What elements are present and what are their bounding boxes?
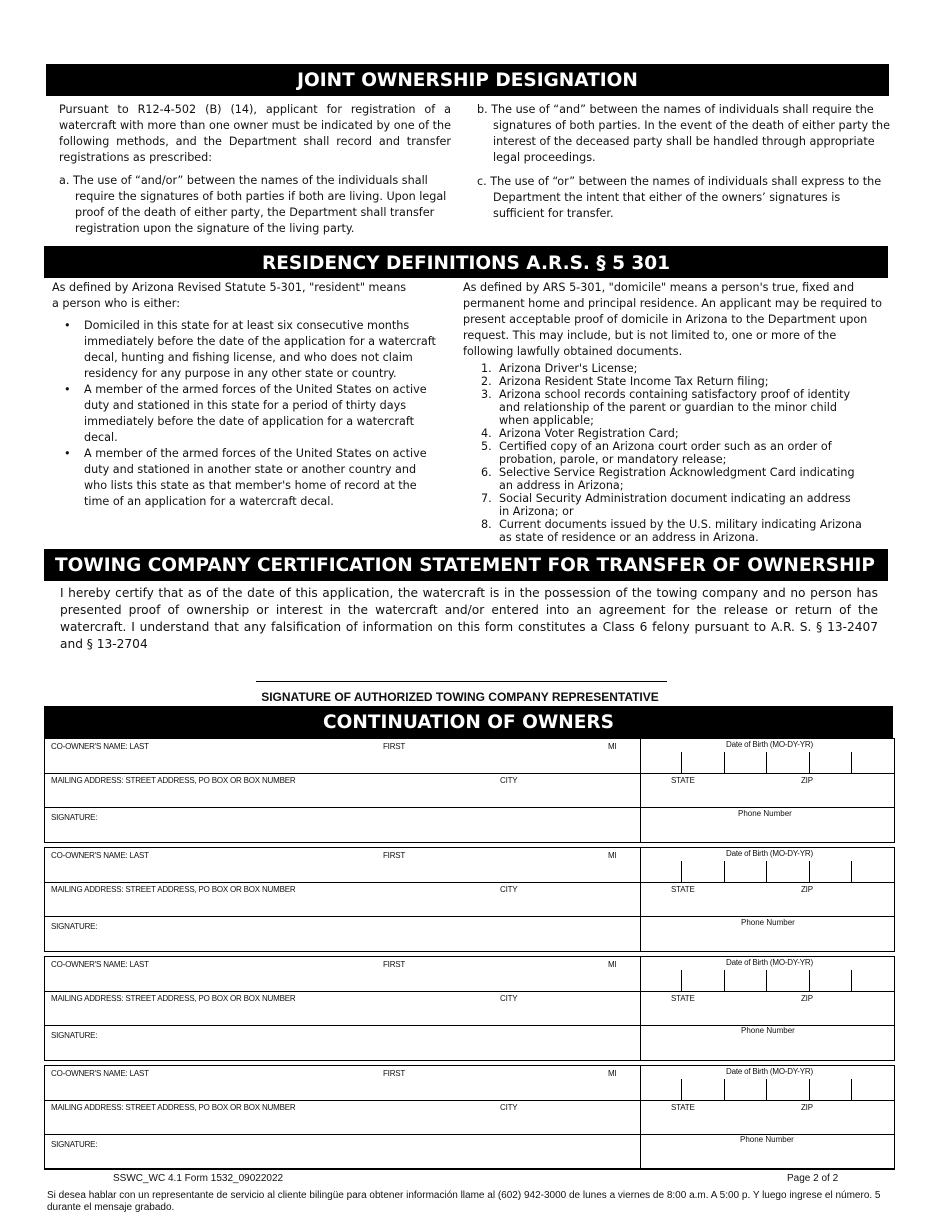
co-owner-block	[44, 1065, 895, 1170]
towing-statement: I hereby certify that as of the date of this application, the watercraft is in the possession of the towing company and no person has presented proof of ownership or interest in the watercraft and/or entered into an agreement for the release or return of the watercraft. I understand that any falsification of information on this form constitutes a Class 6 felony pursuant to A.R. S. § 13-2407 and § 13-2704	[60, 586, 878, 651]
co-owner-city-label: CITY	[500, 1103, 518, 1112]
page-number: Page 2 of 2	[787, 1173, 839, 1184]
co-owner-state-label: STATE	[671, 885, 695, 894]
co-owner-signature-label: SIGNATURE:	[51, 922, 98, 931]
co-owner-mi-label: MI	[608, 960, 617, 969]
co-owner-last-name-label: CO-OWNER'S NAME: LAST	[51, 960, 149, 969]
co-owner-first-name-label: FIRST	[383, 742, 406, 751]
co-owner-mailing-label: MAILING ADDRESS: STREET ADDRESS, PO BOX OR BOX NUMBER	[51, 1103, 296, 1112]
joint-item-a: a. The use of “and/or” between the names of the individuals shall require the signatures of both parties if both are living. Upon legal proof of the death of either party, the Department shall transfer registration upon the signature of the living party.	[59, 174, 447, 235]
co-owner-phone-label: Phone Number	[741, 1026, 795, 1035]
spanish-assistance-note: Si desea hablar con un representante de servicio al cliente bilingüe para obtener información llame al (602) 942-3000 de lunes a viernes de 8:00 a.m. A 5:00 p. Y luego ingrese el número. 5 durante el mensaje grabado.	[47, 1190, 881, 1213]
domicile-documents-list	[463, 362, 863, 544]
towing-signature-label: SIGNATURE OF AUTHORIZED TOWING COMPANY REPRESENTATIVE	[261, 690, 659, 704]
co-owner-first-name-label: FIRST	[383, 851, 406, 860]
domicile-document: 1. Arizona Driver's License;	[481, 362, 638, 375]
residency-left-intro: As defined by Arizona Revised Statute 5-301, "resident" means a person who is either:	[52, 281, 407, 310]
co-owner-mi-label: MI	[608, 851, 617, 860]
co-owner-dob-label: Date of Birth (MO-DY-YR)	[726, 958, 813, 967]
co-owner-last-name-label: CO-OWNER'S NAME: LAST	[51, 851, 149, 860]
co-owner-mailing-label: MAILING ADDRESS: STREET ADDRESS, PO BOX OR BOX NUMBER	[51, 885, 296, 894]
domicile-document: 6. Selective Service Registration Acknowledgment Card indicating an address in Arizona;	[481, 466, 855, 492]
co-owner-block	[44, 738, 895, 843]
joint-intro: Pursuant to R12-4-502 (B) (14), applicant for registration of a watercraft with more than one owner must be indicated by one of the following methods, and the Department shall record and transfer registrations as prescribed:	[59, 103, 451, 164]
co-owner-mi-label: MI	[608, 742, 617, 751]
domicile-document: 8. Current documents issued by the U.S. military indicating Arizona as state of residence or an address in Arizona.	[481, 518, 862, 544]
co-owner-zip-label: ZIP	[801, 776, 813, 785]
co-owner-city-label: CITY	[500, 994, 518, 1003]
domicile-document: 2. Arizona Resident State Income Tax Return filing;	[481, 375, 769, 388]
residency-criterion: • Domiciled in this state for at least six consecutive months immediately before the date of the application for a watercraft decal, hunting and fishing license, and who does not claim residency for any purpose in any other state or country.	[54, 318, 439, 382]
residency-right-intro: As defined by ARS 5-301, "domicile" means a person's true, fixed and permanent home and principal residence. An applicant may be required to present acceptable proof of domicile in Arizona to the Department upon request. This may include, but is not limited to, one or more of the following lawfully obtained documents.	[463, 281, 882, 358]
co-owner-phone-label: Phone Number	[741, 918, 795, 927]
domicile-document: 4. Arizona Voter Registration Card;	[481, 427, 679, 440]
domicile-document: 7. Social Security Administration document indicating an address in Arizona; or	[481, 492, 851, 518]
domicile-document: 3. Arizona school records containing satisfactory proof of identity and relationship of the parent or guardian to the minor child when applicable;	[481, 388, 851, 427]
joint-item-b: b. The use of “and” between the names of individuals shall require the signatures of both parties. In the event of the death of either party the interest of the deceased party shall be handled through appropriate legal proceedings.	[477, 103, 891, 164]
co-owner-city-label: CITY	[500, 885, 518, 894]
residency-header: RESIDENCY DEFINITIONS A.R.S. § 5 301	[44, 246, 888, 278]
co-owner-mi-label: MI	[608, 1069, 617, 1078]
co-owner-mailing-label: MAILING ADDRESS: STREET ADDRESS, PO BOX OR BOX NUMBER	[51, 776, 296, 785]
co-owner-state-label: STATE	[671, 776, 695, 785]
joint-item-c: c. The use of “or” between the names of individuals shall express to the Department the intent that either of the owners’ signatures is sufficient for transfer.	[477, 175, 882, 220]
residency-criterion: • A member of the armed forces of the United States on active duty and stationed in this state for a period of thirty days immediately before the date of application for a watercraft decal.	[54, 382, 439, 446]
co-owner-state-label: STATE	[671, 994, 695, 1003]
co-owner-last-name-label: CO-OWNER'S NAME: LAST	[51, 742, 149, 751]
co-owner-zip-label: ZIP	[801, 1103, 813, 1112]
domicile-document: 5. Certified copy of an Arizona court order such as an order of probation, parole, or mandatory release;	[481, 440, 832, 466]
residency-criterion: • A member of the armed forces of the United States on active duty and stationed in another state or another country and who lists this state as that member's home of record at the time of an application for a watercraft decal.	[54, 446, 439, 510]
co-owner-state-label: STATE	[671, 1103, 695, 1112]
joint-ownership-header: JOINT OWNERSHIP DESIGNATION	[46, 64, 889, 96]
continuation-header: CONTINUATION OF OWNERS	[44, 706, 893, 738]
co-owner-zip-label: ZIP	[801, 885, 813, 894]
towing-signature-line[interactable]	[256, 681, 667, 682]
co-owner-signature-label: SIGNATURE:	[51, 813, 98, 822]
co-owner-signature-label: SIGNATURE:	[51, 1140, 98, 1149]
co-owner-dob-label: Date of Birth (MO-DY-YR)	[726, 849, 813, 858]
co-owner-city-label: CITY	[500, 776, 518, 785]
co-owner-phone-label: Phone Number	[738, 809, 792, 818]
co-owner-last-name-label: CO-OWNER'S NAME: LAST	[51, 1069, 149, 1078]
table-bottom-border	[44, 1168, 894, 1169]
co-owner-phone-label: Phone Number	[740, 1135, 794, 1144]
co-owner-first-name-label: FIRST	[383, 1069, 406, 1078]
co-owner-first-name-label: FIRST	[383, 960, 406, 969]
form-id: SSWC_WC 4.1 Form 1532_09022022	[113, 1173, 284, 1184]
residency-criteria-list	[54, 318, 439, 510]
towing-header: TOWING COMPANY CERTIFICATION STATEMENT FOR TRANSFER OF OWNERSHIP	[44, 549, 888, 581]
co-owner-dob-label: Date of Birth (MO-DY-YR)	[726, 1067, 813, 1076]
co-owner-mailing-label: MAILING ADDRESS: STREET ADDRESS, PO BOX OR BOX NUMBER	[51, 994, 296, 1003]
co-owner-zip-label: ZIP	[801, 994, 813, 1003]
co-owner-dob-label: Date of Birth (MO-DY-YR)	[726, 740, 813, 749]
co-owner-block	[44, 956, 895, 1061]
co-owner-block	[44, 847, 895, 952]
co-owner-signature-label: SIGNATURE:	[51, 1031, 98, 1040]
